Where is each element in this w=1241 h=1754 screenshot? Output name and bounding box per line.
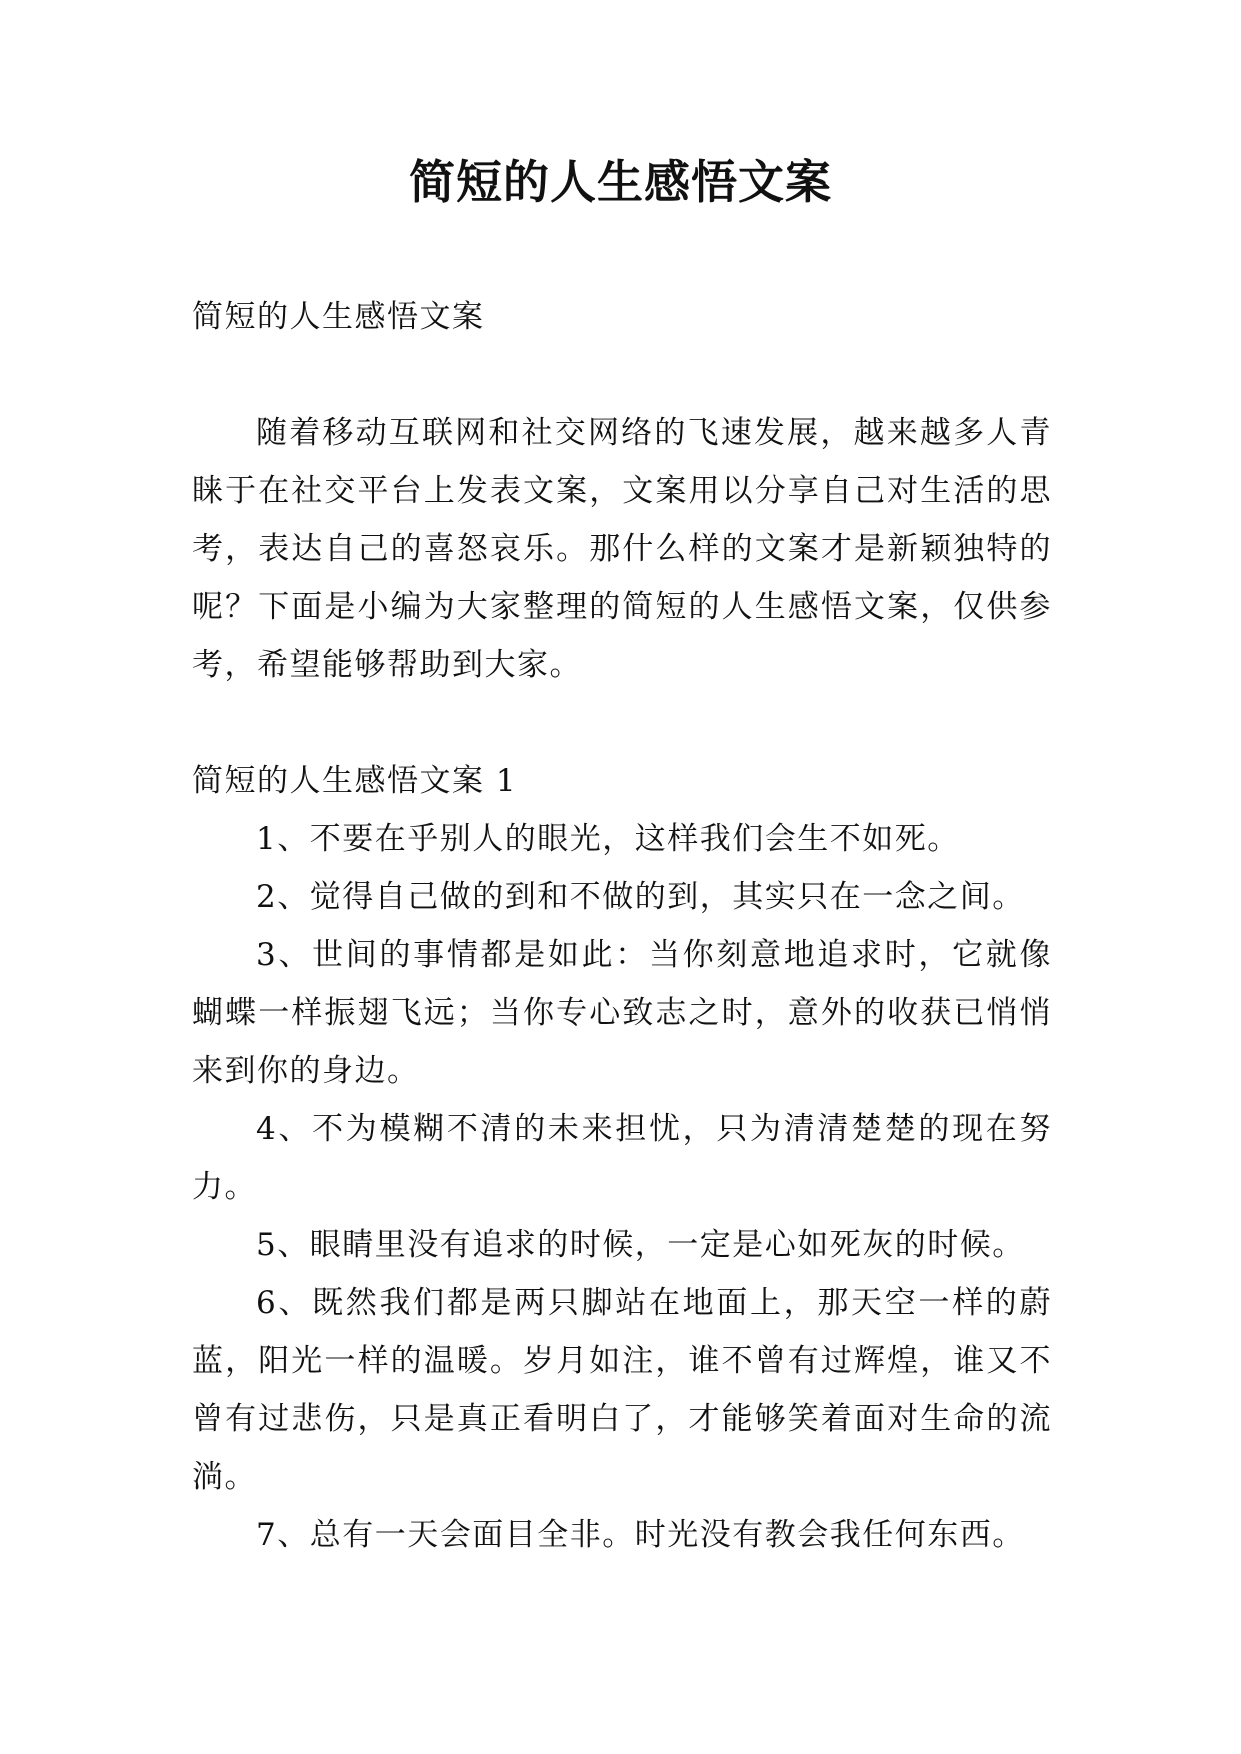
document-body bbox=[192, 288, 1052, 1564]
list-item-1: 1、不要在乎别人的眼光，这样我们会生不如死。 bbox=[256, 821, 960, 857]
section-heading: 简短的人生感悟文案 1 bbox=[192, 763, 518, 799]
list-item-7: 7、总有一天会面目全非。时光没有教会我任何东西。 bbox=[256, 1517, 1025, 1553]
document-subtitle: 简短的人生感悟文案 bbox=[192, 299, 485, 335]
list-item-2: 2、觉得自己做的到和不做的到，其实只在一念之间。 bbox=[256, 879, 1025, 915]
list-item-6: 6、既然我们都是两只脚站在地面上，那天空一样的蔚蓝，阳光一样的温暖。岁月如注，谁不曾有过辉煌，谁又不曾有过悲伤，只是真正看明白了，才能够笑着面对生命的流淌。 bbox=[192, 1285, 1052, 1495]
list-item-5: 5、眼睛里没有追求的时候，一定是心如死灰的时候。 bbox=[256, 1227, 1025, 1263]
list-item-4: 4、不为模糊不清的未来担忧，只为清清楚楚的现在努力。 bbox=[192, 1111, 1052, 1205]
document-title: 简短的人生感悟文案 bbox=[409, 155, 832, 209]
list-item-3: 3、世间的事情都是如此：当你刻意地追求时，它就像蝴蝶一样振翅飞远；当你专心致志之时，意外的收获已悄悄来到你的身边。 bbox=[192, 937, 1052, 1089]
intro-paragraph: 随着移动互联网和社交网络的飞速发展，越来越多人青睐于在社交平台上发表文案，文案用以分享自己对生活的思考，表达自己的喜怒哀乐。那什么样的文案才是新颖独特的呢？下面是小编为大家整理的简短的人生感悟文案，仅供参考，希望能够帮助到大家。 bbox=[192, 415, 1052, 683]
